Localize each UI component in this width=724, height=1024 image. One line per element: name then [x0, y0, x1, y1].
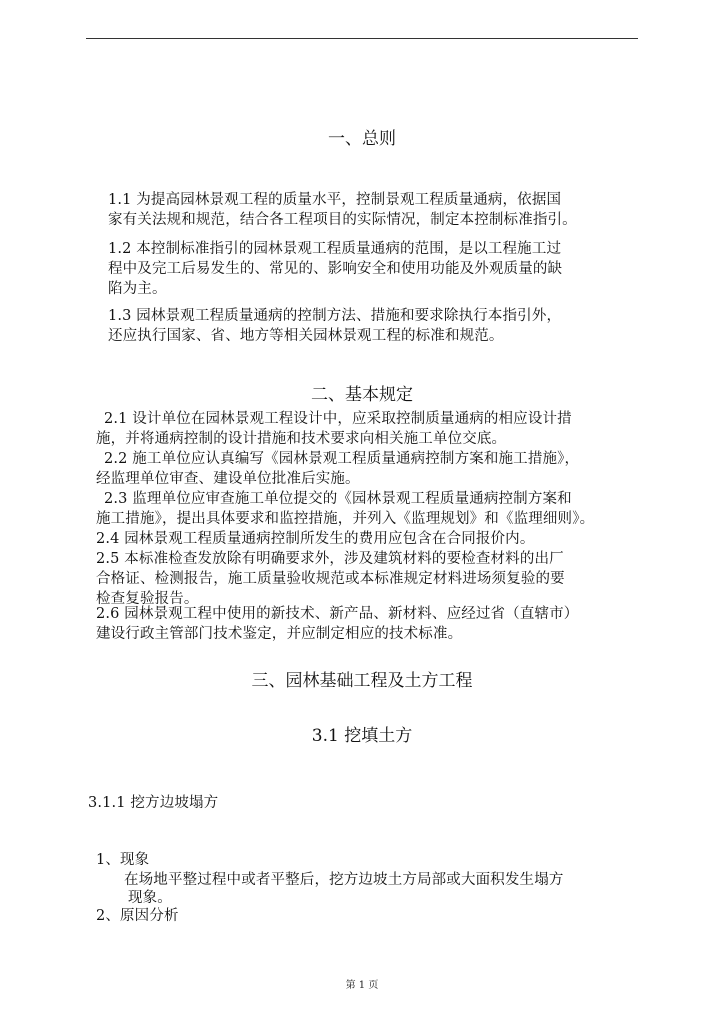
s2-p5-line3: 检查复验报告。: [96, 591, 199, 607]
s2-p1-line1: 2.1 设计单位在园林景观工程设计中，应采取控制质量通病的相应设计措: [104, 411, 572, 427]
s1-p3-line1: 1.3 园林景观工程质量通病的控制方法、措施和要求除执行本指引外，: [108, 308, 562, 324]
section-3-1-1-title: 3.1.1 挖方边坡塌方: [88, 795, 219, 811]
section-2-title: 二、基本规定: [311, 385, 413, 405]
s1-p1-line1: 1.1 为提高园林景观工程的质量水平，控制景观工程质量通病，依据国: [108, 192, 562, 208]
s1-p2-line1: 1.2 本控制标准指引的园林景观工程质量通病的范围，是以工程施工过: [108, 241, 562, 257]
s2-p3-line2: 施工措施》，提出具体要求和监控措施，并列入《监理规划》和《监理细则》。: [96, 511, 595, 527]
s2-p1-line2: 施，并将通病控制的设计措施和技术要求向相关施工单位交底。: [96, 431, 507, 447]
page-number: 第 1 页: [345, 980, 379, 991]
s2-p6-line1: 2.6 园林景观工程中使用的新技术、新产品、新材料、应经过省（直辖市）: [96, 606, 579, 622]
item-1-label: 1、现象: [96, 852, 150, 868]
s1-p2-line2: 程中及完工后易发生的、常见的、影响安全和使用功能及外观质量的缺: [108, 261, 563, 277]
section-3-1-title: 3.1 挖填土方: [311, 726, 413, 746]
item-1-line1: 在场地平整过程中或者平整后，挖方边坡土方局部或大面积发生塌方: [124, 872, 564, 888]
s2-p4-line1: 2.4 园林景观工程质量通病控制所发生的费用应包含在合同报价内。: [96, 531, 535, 547]
s1-p3-line2: 还应执行国家、省、地方等相关园林景观工程的标准和规范。: [108, 328, 504, 344]
section-1-title: 一、总则: [328, 129, 396, 149]
s1-p1-line2: 家有关法规和规范，结合各工程项目的实际情况，制定本控制标准指引。: [108, 212, 577, 228]
s2-p3-line1: 2.3 监理单位应审查施工单位提交的《园林景观工程质量通病控制方案和: [104, 491, 572, 507]
s2-p2-line2: 经监理单位审查、建设单位批准后实施。: [96, 471, 360, 487]
s2-p5-line2: 合格证、检测报告，施工质量验收规范或本标准规定材料进场须复验的要: [96, 571, 565, 587]
item-2-label: 2、原因分析: [96, 908, 179, 924]
s2-p5-line1: 2.5 本标准检查发放除有明确要求外，涉及建筑材料的要检查材料的出厂: [96, 551, 564, 567]
s2-p6-line2: 建设行政主管部门技术鉴定，并应制定相应的技术标准。: [96, 626, 463, 642]
header-rule: [86, 38, 638, 39]
s1-p2-line3: 陷为主。: [108, 281, 167, 297]
item-1-line2: 现象。: [128, 890, 172, 906]
s2-p2-line1: 2.2 施工单位应认真编写《园林景观工程质量通病控制方案和施工措施》，: [104, 451, 580, 467]
section-3-title: 三、园林基础工程及土方工程: [251, 671, 473, 691]
